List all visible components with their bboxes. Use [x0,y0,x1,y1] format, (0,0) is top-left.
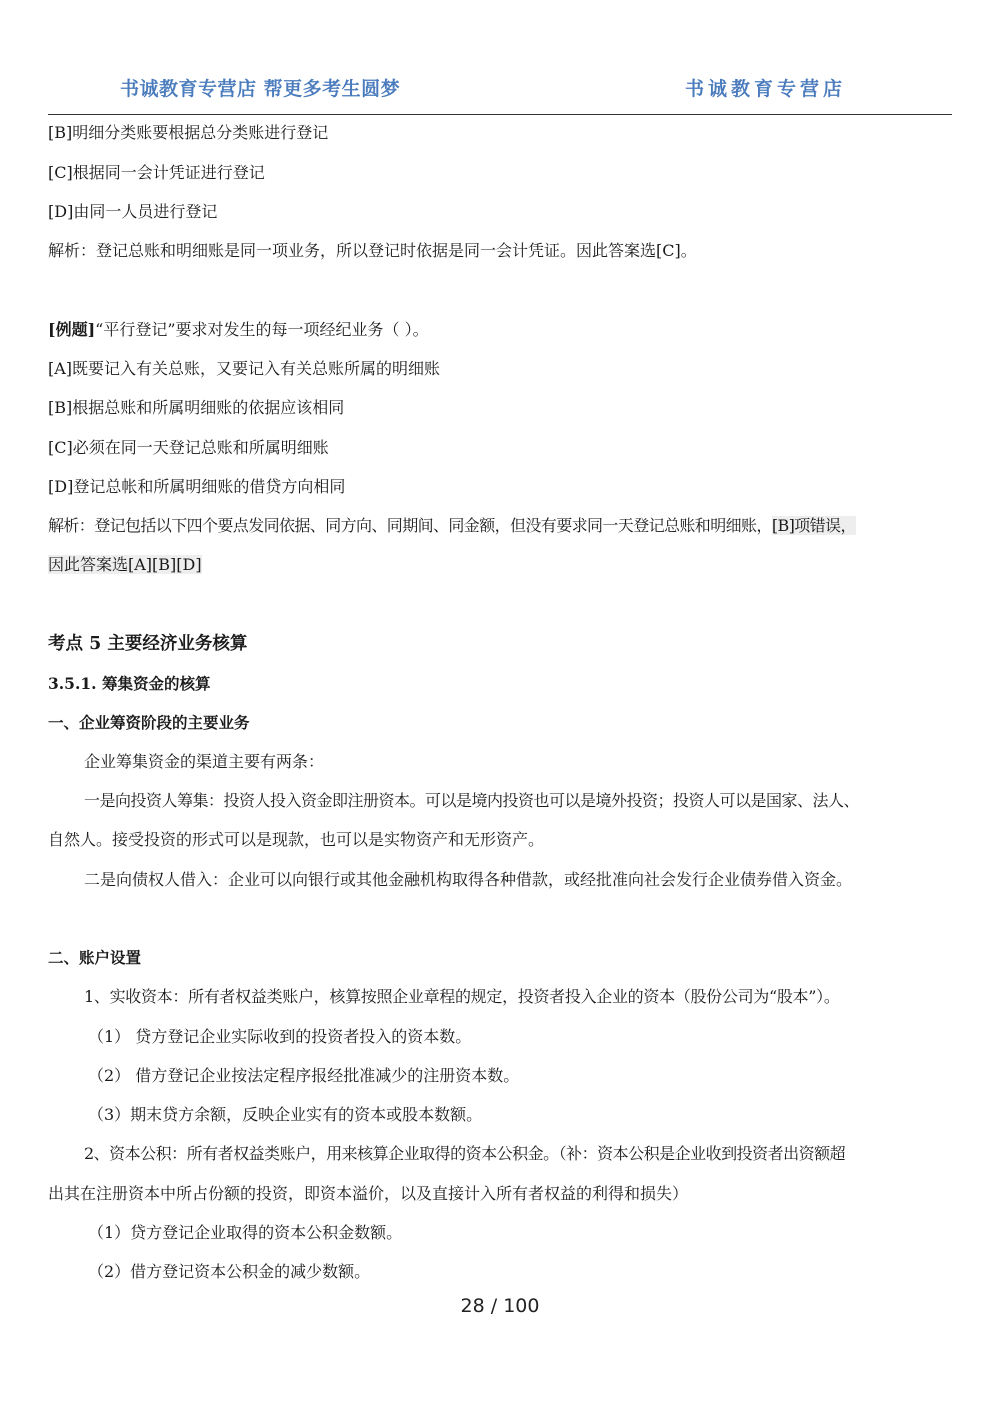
header-left-title: 书诚教育专营店 帮更多考生圆梦 [120,78,401,100]
section-title: 考点 5 主要经济业务核算 [48,634,248,654]
q2-option-d: [D]登记总帐和所属明细账的借贷方向相同 [48,477,346,496]
page-current: 28 [460,1295,485,1317]
paragraph-investors-line1: 一是向投资人筹集：投资人投入资金即注册资本。可以是境内投资也可以是境外投资；投资人可以是国家、法人、 [84,791,860,810]
account-paid-in-capital-item1: （1） 贷方登记企业实际收到的投资者投入的资本数。 [88,1027,472,1046]
paragraph-investors-line2: 自然人。接受投资的形式可以是现款，也可以是实物资产和无形资产。 [48,830,545,849]
q2-analysis-answer: 因此答案选[A][B][D] [48,555,202,574]
page-number [0,1295,1000,1317]
q1-option-d: [D]由同一人员进行登记 [48,202,218,221]
q1-analysis: 解析：登记总账和明细账是同一项业务，所以登记时依据是同一会计凭证。因此答案选[C]。 [48,241,697,260]
q2-option-b: [B]根据总账和所属明细账的依据应该相同 [48,398,345,417]
page-total: 100 [503,1295,540,1317]
account-capital-reserve-line2: 出其在注册资本中所占份额的投资，即资本溢价，以及直接计入所有者权益的利得和损失） [48,1184,689,1203]
section-subtitle: 3.5.1. 筹集资金的核算 [48,674,211,693]
q2-option-a: [A]既要记入有关总账，又要记入有关总账所属的明细账 [48,359,441,378]
q2-stem-text: “平行登记”要求对发生的每一项经纪业务（ ）。 [95,320,429,339]
part2-title: 二、账户设置 [48,948,142,967]
q2-analysis-line1 [48,515,856,537]
account-paid-in-capital: 1、实收资本：所有者权益类账户，核算按照企业章程的规定，投资者投入企业的资本（股份公司为“股本”）。 [84,987,840,1006]
page-separator: / [484,1295,504,1317]
paragraph-creditors: 二是向债权人借入：企业可以向银行或其他金融机构取得各种借款，或经批准向社会发行企业债券借入资金。 [84,870,853,889]
q2-analysis-line2 [48,554,202,576]
q1-option-b: [B]明细分类账要根据总分类账进行登记 [48,123,329,142]
page-header [48,70,952,115]
account-capital-reserve-item2: （2）借方登记资本公积金的减少数额。 [88,1262,371,1281]
q2-stem [48,319,429,341]
q2-analysis-text: 解析：登记包括以下四个要点发同依据、同方向、同期间、同金额，但没有要求同一天登记总账和明细账， [48,516,772,535]
account-paid-in-capital-item3: （3）期末贷方余额，反映企业实有的资本或股本数额。 [88,1105,483,1124]
q2-option-c: [C]必须在同一天登记总账和所属明细账 [48,438,329,457]
part1-title: 一、企业筹资阶段的主要业务 [48,713,250,732]
account-capital-reserve-item1: （1）贷方登记企业取得的资本公积金数额。 [88,1223,403,1242]
q1-option-c: [C]根据同一会计凭证进行登记 [48,163,265,182]
header-right-title: 书诚教育专营店 [684,78,846,100]
q2-analysis-highlight: [B]项错误， [771,516,856,535]
account-capital-reserve-line1: 2、资本公积：所有者权益类账户，用来核算企业取得的资本公积金。（补：资本公积是企业收到投资者出资额超 [84,1144,846,1163]
account-paid-in-capital-item2: （2） 借方登记企业按法定程序报经批准减少的注册资本数。 [88,1066,520,1085]
paragraph-channels: 企业筹集资金的渠道主要有两条： [84,752,325,771]
q2-tag: [例题] [48,320,96,339]
